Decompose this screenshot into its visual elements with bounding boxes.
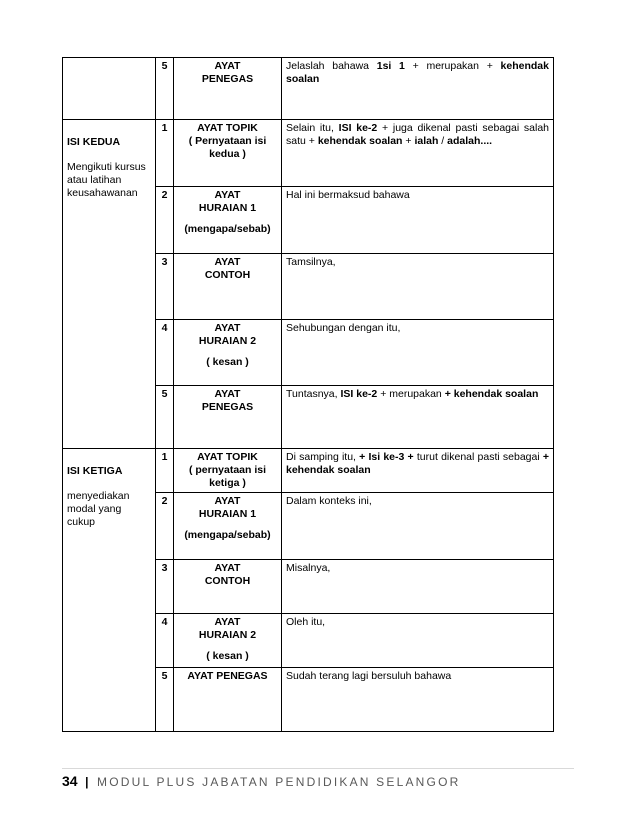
sentence-example	[282, 386, 554, 449]
sentence-type	[174, 560, 282, 614]
text-span-bold: kehendak soalan	[317, 135, 403, 147]
text-span-bold: 1si 1	[376, 60, 405, 72]
text-span: +	[405, 135, 415, 147]
text-span-bold: + kehendak soalan	[286, 451, 549, 476]
text-span: /	[441, 135, 448, 147]
text-span-bold: kehendak soalan	[286, 60, 549, 85]
sentence-type	[174, 120, 282, 187]
text-span: Jelaslah bahawa	[286, 60, 377, 72]
sentence-type-line: AYAT	[214, 256, 241, 268]
row-number: 1	[156, 120, 174, 187]
sentence-example: Misalnya,	[282, 560, 554, 614]
essay-structure-table	[62, 57, 554, 732]
section-subtitle: menyediakan modal yang cukup	[67, 490, 130, 528]
sentence-type-line: AYAT	[214, 189, 241, 201]
text-span: Selain itu,	[286, 122, 339, 134]
sentence-type-line: ( kesan )	[206, 650, 249, 662]
text-span-bold: ISI ke-2	[340, 388, 378, 400]
sentence-type-line: PENEGAS	[201, 401, 254, 413]
text-span: + merupakan	[380, 388, 445, 400]
sentence-type-line: AYAT PENEGAS	[187, 670, 268, 682]
row-number: 5	[156, 386, 174, 449]
section-title: ISI KETIGA	[67, 465, 123, 477]
sentence-type-line: HURAIAN 1	[198, 202, 257, 214]
sentence-type-line: HURAIAN 2	[198, 629, 257, 641]
sentence-type	[174, 614, 282, 668]
sentence-type-line: AYAT	[214, 495, 241, 507]
sentence-type-line: ( Pernyataan isi kedua )	[188, 135, 267, 160]
footer-separator: |	[85, 775, 89, 789]
sentence-type-line: CONTOH	[204, 575, 251, 587]
section-subtitle: Mengikuti kursus atau latihan keusahawanan	[67, 161, 146, 199]
sentence-type	[174, 668, 282, 732]
sentence-type-line: ( kesan )	[206, 356, 249, 368]
sentence-type-line: AYAT	[214, 60, 241, 72]
spacer	[178, 521, 277, 529]
text-span-bold: adalah....	[447, 135, 493, 147]
sentence-type-line: (mengapa/sebab)	[184, 529, 271, 541]
section-cell-blank	[63, 58, 156, 120]
sentence-type-line: AYAT	[214, 562, 241, 574]
spacer	[178, 215, 277, 223]
row-number: 3	[156, 254, 174, 320]
spacer	[178, 348, 277, 356]
section-title: ISI KEDUA	[67, 136, 121, 148]
row-number: 4	[156, 614, 174, 668]
sentence-type-line: HURAIAN 1	[198, 508, 257, 520]
sentence-type	[174, 386, 282, 449]
section-label-isi-kedua	[63, 120, 156, 449]
sentence-type-line: AYAT	[214, 388, 241, 400]
text-span-bold: + Isi ke-3 +	[359, 451, 414, 463]
text-span-bold: ISI ke-2	[338, 122, 378, 134]
sentence-type-line: AYAT	[214, 616, 241, 628]
sentence-example: Hal ini bermaksud bahawa	[282, 187, 554, 254]
sentence-type-line: (mengapa/sebab)	[184, 223, 271, 235]
sentence-example: Oleh itu,	[282, 614, 554, 668]
text-span: Tuntasnya,	[286, 388, 341, 400]
sentence-example	[282, 58, 554, 120]
sentence-type-line: PENEGAS	[201, 73, 254, 85]
table-row	[63, 120, 554, 187]
footer-text: MODUL PLUS JABATAN PENDIDIKAN SELANGOR	[97, 775, 461, 789]
sentence-example: Tamsilnya,	[282, 254, 554, 320]
sentence-type	[174, 254, 282, 320]
sentence-type	[174, 493, 282, 560]
sentence-example: Sehubungan dengan itu,	[282, 320, 554, 386]
sentence-type	[174, 187, 282, 254]
sentence-type-line: HURAIAN 2	[198, 335, 257, 347]
sentence-type	[174, 58, 282, 120]
page-number: 34	[62, 773, 78, 789]
text-span: turut dikenal pasti sebagai	[416, 451, 543, 463]
row-number: 3	[156, 560, 174, 614]
table-row	[63, 449, 554, 493]
sentence-type-line: CONTOH	[204, 269, 251, 281]
text-span: Di samping itu,	[286, 451, 360, 463]
page-footer	[62, 768, 574, 789]
text-span-bold: ialah	[414, 135, 439, 147]
row-number: 1	[156, 449, 174, 493]
row-number: 2	[156, 493, 174, 560]
sentence-example: Sudah terang lagi bersuluh bahawa	[282, 668, 554, 732]
sentence-type-line: AYAT TOPIK	[197, 122, 258, 134]
spacer	[178, 642, 277, 650]
row-number: 5	[156, 58, 174, 120]
section-label-isi-ketiga	[63, 449, 156, 732]
sentence-example	[282, 449, 554, 493]
text-span: + merupakan +	[412, 60, 501, 72]
sentence-type-line: ( pernyataan isi ketiga )	[188, 464, 267, 489]
sentence-type-line: AYAT	[214, 322, 241, 334]
sentence-type	[174, 320, 282, 386]
sentence-example	[282, 120, 554, 187]
table-row	[63, 58, 554, 120]
row-number: 5	[156, 668, 174, 732]
row-number: 2	[156, 187, 174, 254]
sentence-type	[174, 449, 282, 493]
sentence-type-line: AYAT TOPIK	[197, 451, 258, 463]
sentence-example: Dalam konteks ini,	[282, 493, 554, 560]
text-span-bold: + kehendak soalan	[444, 388, 539, 400]
text-span: + juga dikenal pasti sebagai salah satu +	[286, 122, 550, 147]
row-number: 4	[156, 320, 174, 386]
